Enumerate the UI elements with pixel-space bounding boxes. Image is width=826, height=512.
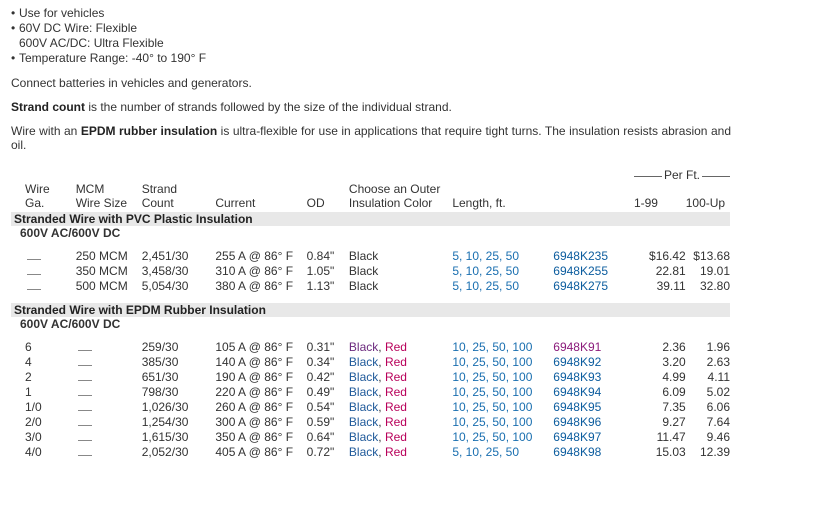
table-row [11, 399, 730, 414]
wire-ga-cell: 1/0 [25, 400, 42, 414]
part-number-link[interactable]: 6948K97 [553, 430, 602, 444]
table-row [11, 248, 730, 263]
color-option-link[interactable]: Red [384, 340, 407, 354]
color-cell [349, 263, 452, 278]
feature-item: • 60V DC Wire: Flexible 600V AC/DC: Ultra Flexible [11, 21, 731, 51]
color-cell [349, 248, 452, 263]
wire-ga-cell [11, 248, 76, 263]
length-options-link[interactable]: 5, 10, 25, 50 [452, 249, 520, 263]
length-options-link[interactable]: 10, 25, 50, 100 [452, 415, 533, 429]
strand-cell: 5,054/30 [141, 279, 189, 293]
current-cell: 190 A @ 86° F [215, 370, 294, 384]
part-number-link[interactable]: 6948K235 [553, 249, 608, 263]
color-option-link[interactable]: Black [348, 370, 379, 384]
color-option-link[interactable]: Black [348, 415, 379, 429]
col-part [553, 182, 634, 212]
color-cell: Black, Red [348, 415, 407, 429]
mcm-cell [76, 414, 142, 429]
table-row [11, 369, 730, 384]
current-cell: 105 A @ 86° F [215, 340, 294, 354]
price-100-up: 5.02 [706, 385, 730, 399]
od-cell: 0.49" [306, 385, 335, 399]
section-header-pvc: Stranded Wire with PVC Plastic Insulation [11, 212, 730, 226]
wire-ga-cell [11, 263, 76, 278]
price-100-up: $13.68 [693, 249, 730, 263]
od-cell: 0.72" [306, 445, 335, 459]
empty-dash [78, 372, 92, 381]
wire-ga-cell: 4 [25, 355, 32, 369]
color-cell: Black, Red [348, 385, 407, 399]
wire-ga-cell: 2/0 [25, 415, 42, 429]
part-number-link[interactable]: 6948K275 [553, 279, 608, 293]
color-option-link[interactable]: Black [348, 385, 379, 399]
empty-dash [27, 266, 41, 275]
color-option-link[interactable]: Black [348, 279, 379, 293]
price-100-up: 1.96 [706, 340, 730, 354]
strand-cell: 259/30 [141, 340, 179, 354]
length-options-link[interactable]: 5, 10, 25, 50 [452, 279, 520, 293]
strand-cell: 3,458/30 [141, 264, 189, 278]
section-voltage: 600V AC/600V DC [20, 317, 121, 331]
col-current: Current [215, 196, 256, 210]
part-number-link[interactable]: 6948K92 [553, 355, 602, 369]
price-1-99: 9.27 [662, 415, 686, 429]
per-ft-header: Per Ft. [634, 162, 730, 182]
current-cell: 220 A @ 86° F [215, 385, 294, 399]
col-length: Length, ft. [452, 196, 506, 210]
color-cell: Black, Red [348, 430, 407, 444]
price-1-99: 15.03 [655, 445, 686, 459]
price-100-up: 32.80 [699, 279, 730, 293]
mcm-cell [76, 384, 142, 399]
strand-cell: 1,615/30 [141, 430, 189, 444]
od-cell: 0.54" [306, 400, 335, 414]
price-1-99: 2.36 [662, 340, 686, 354]
current-cell: 380 A @ 86° F [215, 279, 294, 293]
mcm-cell: 500 MCM [75, 279, 128, 293]
empty-dash [27, 281, 41, 290]
mcm-cell [76, 354, 142, 369]
color-option-link[interactable]: Black [348, 264, 379, 278]
color-cell: Black, Red [348, 370, 407, 384]
wire-ga-cell: 3/0 [25, 430, 42, 444]
od-cell: 0.84" [306, 249, 335, 263]
col-strand: Strand Count [141, 182, 178, 210]
current-cell: 255 A @ 86° F [215, 249, 294, 263]
wire-ga-cell: 2 [25, 370, 32, 384]
table-row [11, 384, 730, 399]
wire-ga-cell: 4/0 [25, 445, 42, 459]
wire-ga-cell: 6 [25, 340, 32, 354]
length-options-link[interactable]: 10, 25, 50, 100 [452, 370, 533, 384]
price-100-up: 7.64 [706, 415, 730, 429]
part-number-link[interactable]: 6948K91 [553, 340, 602, 354]
price-1-99: 7.35 [662, 400, 686, 414]
part-number-link[interactable]: 6948K255 [553, 264, 608, 278]
price-100-up: 6.06 [706, 400, 730, 414]
empty-dash [27, 251, 41, 260]
price-1-99: 6.09 [662, 385, 686, 399]
mcm-cell: 350 MCM [75, 264, 128, 278]
color-cell: Black, Red [348, 400, 407, 414]
part-number-link[interactable]: 6948K94 [553, 385, 602, 399]
empty-dash [78, 402, 92, 411]
empty-dash [78, 417, 92, 426]
current-cell: 300 A @ 86° F [215, 415, 294, 429]
color-option-link[interactable]: Black [348, 445, 379, 459]
color-option-link[interactable]: Black [348, 249, 379, 263]
table-row [11, 263, 730, 278]
current-cell: 405 A @ 86° F [215, 445, 294, 459]
length-options-link[interactable]: 10, 25, 50, 100 [452, 385, 533, 399]
color-option-link[interactable]: Red [384, 430, 407, 444]
mcm-cell [76, 444, 142, 459]
price-1-99: 39.11 [656, 279, 686, 293]
current-cell: 350 A @ 86° F [215, 430, 294, 444]
price-100-up: 12.39 [699, 445, 730, 459]
section-voltage: 600V AC/600V DC [20, 226, 121, 240]
color-option-link[interactable]: Red [384, 445, 407, 459]
length-options-link[interactable]: 5, 10, 25, 50 [452, 445, 520, 459]
feature-item: • Use for vehicles [11, 6, 731, 21]
section-header-epdm: Stranded Wire with EPDM Rubber Insulation [11, 303, 730, 317]
empty-dash [78, 447, 92, 456]
price-1-99: 3.20 [662, 355, 686, 369]
color-cell: Black, Red [348, 355, 407, 369]
current-cell: 260 A @ 86° F [215, 400, 294, 414]
col-color: Choose an Outer Insulation Color [348, 182, 441, 210]
usage-paragraph: Connect batteries in vehicles and generators. [11, 76, 252, 90]
color-option-link[interactable]: Black [348, 400, 379, 414]
strand-count-term: Strand count [11, 100, 85, 114]
strand-cell: 2,052/30 [141, 445, 189, 459]
price-100-up: 19.01 [699, 264, 730, 278]
mcm-cell [76, 339, 142, 354]
color-cell: Black, Red [348, 445, 407, 459]
color-option-link[interactable]: Black [348, 355, 379, 369]
mcm-cell [76, 429, 142, 444]
price-1-99: 4.99 [662, 370, 686, 384]
color-option-link[interactable]: Red [384, 400, 407, 414]
od-cell: 0.31" [306, 340, 335, 354]
epdm-paragraph: Wire with an EPDM rubber insulation is ultra-flexible for use in applications that require tight turns. The insulation resists abrasion and oil. [11, 124, 731, 152]
od-cell: 0.42" [306, 370, 335, 384]
strand-cell: 1,254/30 [141, 415, 189, 429]
col-price-100-up: 100-Up [685, 196, 726, 210]
product-description [11, 6, 731, 459]
color-option-link[interactable]: Red [384, 355, 407, 369]
price-100-up: 4.11 [707, 370, 730, 384]
wire-table [11, 162, 730, 459]
col-wire-ga: Wire Ga. [25, 182, 50, 210]
mcm-cell: 250 MCM [75, 249, 128, 263]
od-cell: 0.59" [306, 415, 335, 429]
color-option-link[interactable]: Red [384, 415, 407, 429]
table-row [11, 429, 730, 444]
od-cell: 0.34" [306, 355, 335, 369]
part-number-link[interactable]: 6948K95 [553, 400, 602, 414]
color-option-link[interactable]: Black [348, 340, 379, 354]
length-options-link[interactable]: 10, 25, 50, 100 [452, 400, 533, 414]
empty-dash [78, 357, 92, 366]
price-100-up: 2.63 [706, 355, 730, 369]
strand-cell: 385/30 [141, 355, 179, 369]
table-row [11, 339, 730, 354]
current-cell: 140 A @ 86° F [215, 355, 294, 369]
color-option-link[interactable]: Black [348, 430, 379, 444]
col-mcm: MCM Wire Size [75, 182, 128, 210]
current-cell: 310 A @ 86° F [215, 264, 294, 278]
part-number-link[interactable]: 6948K98 [553, 445, 602, 459]
color-cell [349, 278, 452, 293]
wire-ga-cell: 1 [25, 385, 32, 399]
feature-item-continued: 600V AC/DC: Ultra Flexible [19, 36, 164, 50]
od-cell: 1.05" [306, 264, 335, 278]
pvc-rows [11, 248, 730, 293]
mcm-cell [76, 399, 142, 414]
wire-ga-cell [11, 278, 76, 293]
od-cell: 1.13" [306, 279, 335, 293]
feature-item: • Temperature Range: -40° to 190° F [11, 51, 731, 66]
length-options-link[interactable]: 5, 10, 25, 50 [452, 264, 520, 278]
price-100-up: 9.46 [706, 430, 730, 444]
color-cell: Black, Red [348, 340, 407, 354]
strand-cell: 798/30 [141, 385, 179, 399]
price-1-99: 11.47 [656, 430, 686, 444]
price-1-99: $16.42 [649, 249, 686, 263]
table-row [11, 278, 730, 293]
col-price-1-99: 1-99 [633, 196, 658, 210]
table-row [11, 354, 730, 369]
strand-count-paragraph: Strand count is the number of strands followed by the size of the individual strand. [11, 100, 452, 114]
empty-dash [78, 342, 92, 351]
strand-cell: 1,026/30 [141, 400, 189, 414]
feature-list [11, 6, 731, 66]
epdm-rows [11, 339, 730, 459]
part-number-link[interactable]: 6948K96 [553, 415, 602, 429]
price-1-99: 22.81 [655, 264, 686, 278]
color-option-link[interactable]: Red [384, 385, 407, 399]
epdm-term: EPDM rubber insulation [80, 124, 218, 138]
strand-cell: 651/30 [141, 370, 179, 384]
length-options-link[interactable]: 10, 25, 50, 100 [452, 340, 533, 354]
table-row [11, 444, 730, 459]
color-option-link[interactable]: Red [384, 370, 407, 384]
length-options-link[interactable]: 10, 25, 50, 100 [452, 355, 533, 369]
empty-dash [78, 432, 92, 441]
col-od: OD [306, 196, 325, 210]
table-row [11, 414, 730, 429]
length-options-link[interactable]: 10, 25, 50, 100 [452, 430, 533, 444]
strand-cell: 2,451/30 [141, 249, 189, 263]
empty-dash [78, 387, 92, 396]
od-cell: 0.64" [306, 430, 335, 444]
mcm-cell [76, 369, 142, 384]
part-number-link[interactable]: 6948K93 [553, 370, 602, 384]
